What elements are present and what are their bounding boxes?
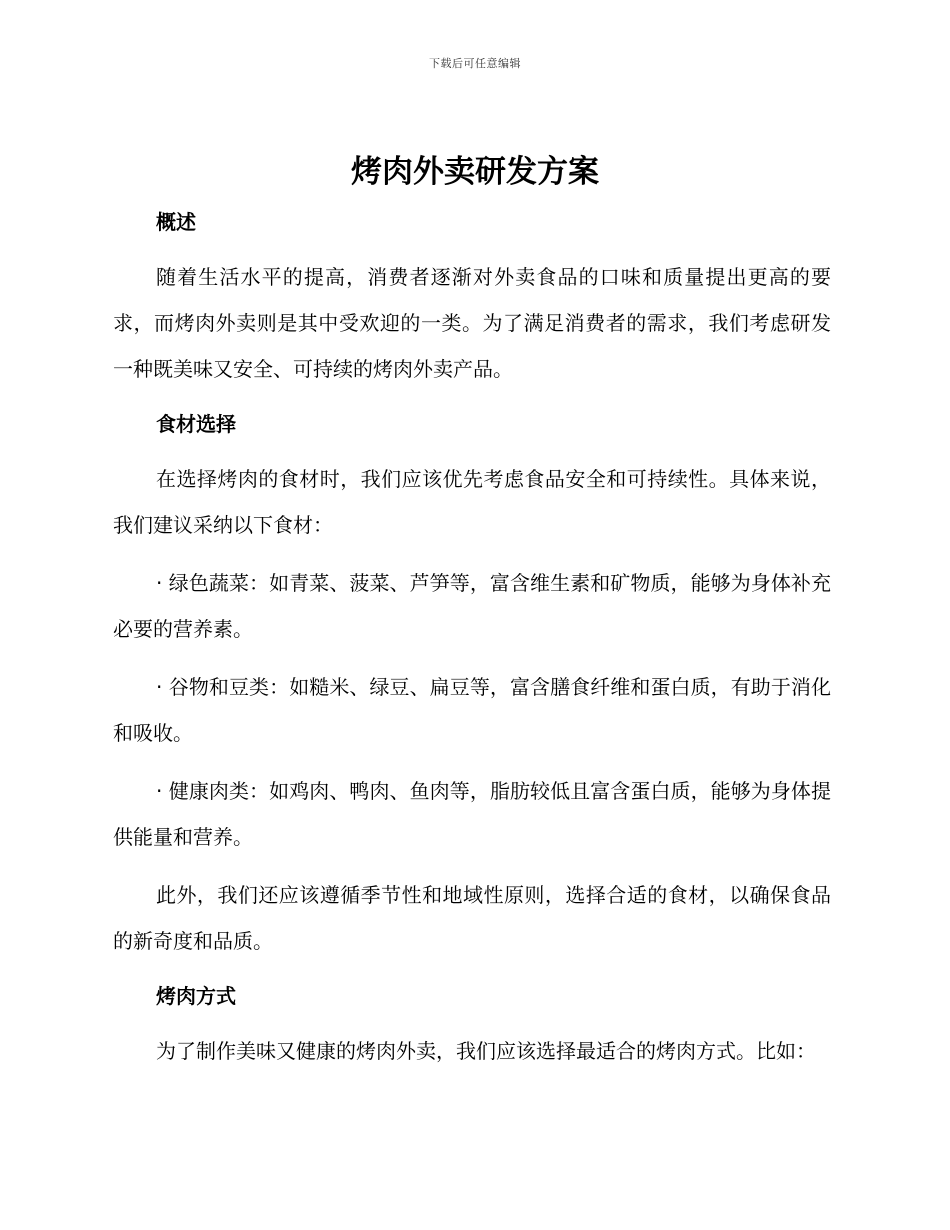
ingredient-item-meats: · 健康肉类：如鸡肉、鸭肉、鱼肉等，脂肪较低且富含蛋白质，能够为身体提供能量和营养。 bbox=[113, 779, 831, 849]
document-body bbox=[113, 202, 831, 1074]
ingredients-intro-paragraph: 在选择烤肉的食材时，我们应该优先考虑食品安全和可持续性。具体来说，我们建议采纳以下食材： bbox=[113, 467, 831, 537]
section-heading-ingredients: 食材选择 bbox=[156, 412, 236, 436]
section-heading-overview: 概述 bbox=[156, 210, 196, 234]
overview-paragraph: 随着生活水平的提高，消费者逐渐对外卖食品的口味和质量提出更高的要求，而烤肉外卖则是其中受欢迎的一类。为了满足消费者的需求，我们考虑研发一种既美味又安全、可持续的烤肉外卖产品。 bbox=[113, 265, 831, 381]
ingredient-item-vegetables: · 绿色蔬菜：如青菜、菠菜、芦笋等，富含维生素和矿物质，能够为身体补充必要的营养素。 bbox=[113, 571, 831, 641]
method-paragraph: 为了制作美味又健康的烤肉外卖，我们应该选择最适合的烤肉方式。比如： bbox=[156, 1039, 816, 1063]
ingredient-item-grains: · 谷物和豆类：如糙米、绿豆、扁豆等，富含膳食纤维和蛋白质，有助于消化和吸收。 bbox=[113, 675, 831, 745]
header-note: 下载后可任意编辑 bbox=[429, 57, 521, 70]
ingredients-closing-paragraph: 此外，我们还应该遵循季节性和地域性原则，选择合适的食材，以确保食品的新奇度和品质。 bbox=[113, 883, 831, 953]
section-heading-method: 烤肉方式 bbox=[156, 984, 236, 1008]
document-title: 烤肉外卖研发方案 bbox=[351, 154, 599, 190]
